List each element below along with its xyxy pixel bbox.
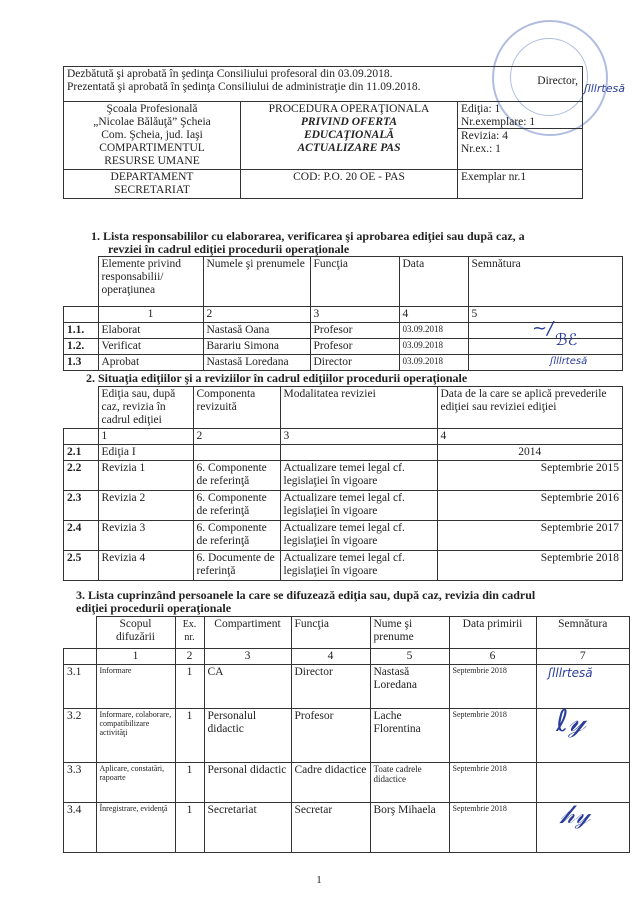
- s2-ed: Revizia 1: [98, 461, 193, 491]
- s1-name: Nastasă Loredana: [203, 355, 310, 371]
- table-row: [64, 445, 623, 461]
- s2-header: Data de la care se aplică prevederile ediţiei sau reviziei ediţiei: [437, 387, 623, 429]
- signature-verificat: ℬℰ: [555, 330, 578, 349]
- s3-id: 3.4: [64, 803, 97, 853]
- procedure-subtitle: EDUCAŢIONALĂ: [303, 129, 395, 141]
- s2-mod: Actualizare temei legal cf. legislaţiei în vigoare: [280, 491, 437, 521]
- s1-date: 03.09.2018: [399, 355, 468, 371]
- department-cell: [64, 170, 241, 199]
- procedure-cell: [241, 102, 458, 170]
- s3-header: Compartiment: [204, 617, 291, 649]
- s1-date: 03.09.2018: [399, 323, 468, 339]
- s3-header: Funcţia: [291, 617, 370, 649]
- s3-ex: 1: [175, 803, 204, 853]
- s1-colnum: 2: [203, 307, 310, 323]
- revizia: Revizia: 4: [461, 130, 508, 142]
- s3-id: 3.2: [64, 709, 97, 763]
- s3-func: Secretar: [291, 803, 370, 853]
- s2-comp: 6. Documente de referinţă: [193, 551, 280, 581]
- s3-ex: 1: [175, 709, 204, 763]
- table-row: [64, 551, 623, 581]
- s1-func: Profesor: [310, 339, 399, 355]
- s1-name: Nastasă Oana: [203, 323, 310, 339]
- s3-colnum: 4: [291, 649, 370, 665]
- section2-title: 2. Situaţia ediţiilor şi a reviziilor în cadrul ediţiilor procedurii operaţionale: [86, 371, 468, 385]
- page-number: 1: [316, 874, 322, 886]
- table-row: [64, 491, 623, 521]
- signature-elaborat: ~/: [532, 318, 554, 339]
- s3-header: Semnătura: [536, 617, 630, 649]
- s3-comp: Secretariat: [204, 803, 291, 853]
- s3-scop: Informare: [96, 665, 175, 709]
- s3-header: Ex. nr.: [175, 617, 204, 649]
- s2-colnum: 1: [98, 429, 193, 445]
- section1-title-line2: revziei în cadrul ediţiei procedurii operaţionale: [108, 242, 350, 256]
- s2-date: Septembrie 2018: [437, 551, 623, 581]
- department-line: DEPARTAMENT: [110, 171, 194, 183]
- s2-date: Septembrie 2017: [437, 521, 623, 551]
- table-row: [64, 461, 623, 491]
- s3-id: 3.1: [64, 665, 97, 709]
- s2-date: 2014: [437, 445, 623, 461]
- signature-row-3-2: ℓ𝓎: [556, 704, 586, 739]
- s1-op: Aprobat: [98, 355, 203, 371]
- s1-header: Elemente privind responsabilii/ operaţiunea: [98, 257, 203, 307]
- director-signature: ʃlllrtesă: [584, 82, 625, 95]
- s3-colnum: 1: [96, 649, 175, 665]
- s3-comp: Personal didactic: [204, 763, 291, 803]
- s2-colnum: 3: [280, 429, 437, 445]
- signature-row-3-4: 𝒽𝓎: [560, 800, 591, 830]
- s3-name: Lache Florentina: [370, 709, 449, 763]
- table-row: [64, 355, 623, 371]
- s1-colnum: 1: [98, 307, 203, 323]
- s2-date: Septembrie 2015: [437, 461, 623, 491]
- s2-ed: Revizia 4: [98, 551, 193, 581]
- s3-colnum: 2: [175, 649, 204, 665]
- s2-header: Ediţia sau, după caz, revizia în cadrul ediţiei: [98, 387, 193, 429]
- signature-aprobat: ʃlllrtesă: [550, 356, 588, 367]
- s2-comp: [193, 445, 280, 461]
- s1-id: 1.1.: [64, 323, 99, 339]
- s3-name: Toate cadrele didactice: [370, 763, 449, 803]
- s2-mod: [280, 445, 437, 461]
- section1-table: [63, 256, 623, 371]
- s2-mod: Actualizare temei legal cf. legislaţiei în vigoare: [280, 551, 437, 581]
- s2-comp: 6. Componente de referinţă: [193, 491, 280, 521]
- edition-cell: [458, 102, 583, 170]
- s2-id: 2.1: [64, 445, 99, 461]
- s2-header: Modalitatea reviziei: [280, 387, 437, 429]
- s2-ed: Ediţia I: [98, 445, 193, 461]
- table-row: [64, 521, 623, 551]
- section3-table: [63, 616, 630, 853]
- section3-title-line1: 3. Lista cuprinzând persoanele la care se difuzează ediţia sau, după caz, revizia din cadrul: [76, 588, 536, 602]
- s3-date: Septembrie 2018: [449, 665, 536, 709]
- s3-date: Septembrie 2018: [449, 709, 536, 763]
- table-row: [64, 803, 630, 853]
- school-line: RESURSE UMANE: [104, 155, 200, 167]
- editia: Ediţia: 1: [461, 103, 501, 115]
- s2-id: 2.4: [64, 521, 99, 551]
- s1-name: Barariu Simona: [203, 339, 310, 355]
- table-row: [64, 763, 630, 803]
- s1-header: Funcţia: [310, 257, 399, 307]
- s2-colnum: 2: [193, 429, 280, 445]
- s1-header: Data: [399, 257, 468, 307]
- s2-header: Componenta revizuită: [193, 387, 280, 429]
- table-row: [64, 709, 630, 763]
- director-label: Director,: [537, 75, 578, 87]
- school-line: COMPARTIMENTUL: [99, 142, 205, 154]
- procedure-subtitle: ACTUALIZARE PAS: [297, 142, 401, 154]
- s3-header: Nume şi prenume: [370, 617, 449, 649]
- s3-name: Nastasă Loredana: [370, 665, 449, 709]
- approval-line-2: Prezentată şi aprobată în şedinţa Consiliului de administraţie din 11.09.2018.: [67, 81, 421, 93]
- procedure-subtitle: PRIVIND OFERTA: [300, 116, 398, 128]
- s3-scop: Informare, colaborare, compatibilizare activităţi: [96, 709, 175, 763]
- s1-header: Semnătura: [468, 257, 623, 307]
- s3-comp: Personalul didactic: [204, 709, 291, 763]
- section1-title-line1: 1. Lista responsabililor cu elaborarea, verificarea şi aprobarea ediţiei sau după caz, a: [91, 229, 525, 243]
- s2-date: Septembrie 2016: [437, 491, 623, 521]
- s3-colnum: 6: [449, 649, 536, 665]
- s3-func: Profesor: [291, 709, 370, 763]
- s3-ex: 1: [175, 665, 204, 709]
- s3-comp: CA: [204, 665, 291, 709]
- s3-colnum: 7: [536, 649, 630, 665]
- s3-scop: Înregistrare, evidenţă: [96, 803, 175, 853]
- s1-op: Elaborat: [98, 323, 203, 339]
- s3-header: Scopul difuzării: [96, 617, 175, 649]
- section3-title-line2: ediţiei procedurii operaţionale: [76, 601, 232, 615]
- nr-exemplare: Nr.exemplare: 1: [461, 116, 536, 128]
- procedure-title: PROCEDURA OPERAŢIONALA: [268, 103, 430, 115]
- s1-func: Director: [310, 355, 399, 371]
- s1-func: Profesor: [310, 323, 399, 339]
- s3-colnum: 5: [370, 649, 449, 665]
- s3-date: Septembrie 2018: [449, 803, 536, 853]
- s2-comp: 6. Componente de referinţă: [193, 461, 280, 491]
- s2-id: 2.3: [64, 491, 99, 521]
- s2-colnum: 4: [437, 429, 623, 445]
- nr-ex: Nr.ex.: 1: [461, 143, 501, 155]
- department-line: SECRETARIAT: [114, 184, 190, 196]
- s2-ed: Revizia 3: [98, 521, 193, 551]
- table-row: [64, 339, 623, 355]
- s1-id: 1.3: [64, 355, 99, 371]
- signature-row-3-1: ʃlllrtesă: [548, 666, 593, 680]
- s3-func: Cadre didactice: [291, 763, 370, 803]
- s2-id: 2.5: [64, 551, 99, 581]
- s2-mod: Actualizare temei legal cf. legislaţiei în vigoare: [280, 521, 437, 551]
- s2-comp: 6. Componente de referinţă: [193, 521, 280, 551]
- s1-colnum: 4: [399, 307, 468, 323]
- s2-mod: Actualizare temei legal cf. legislaţiei în vigoare: [280, 461, 437, 491]
- s3-colnum: 3: [204, 649, 291, 665]
- s1-date: 03.09.2018: [399, 339, 468, 355]
- s2-ed: Revizia 2: [98, 491, 193, 521]
- school-line: Şcoala Profesională: [106, 103, 198, 115]
- s2-id: 2.2: [64, 461, 99, 491]
- school-line: „Nicolae Bălăuţă” Şcheia: [93, 116, 211, 128]
- s1-colnum: 5: [468, 307, 623, 323]
- approval-cell: [64, 67, 583, 102]
- s3-name: Borş Mihaela: [370, 803, 449, 853]
- header-table: [63, 66, 583, 199]
- section2-table: [63, 386, 623, 581]
- s1-colnum: 3: [310, 307, 399, 323]
- school-line: Com. Şcheia, jud. Iaşi: [101, 129, 203, 141]
- s3-func: Director: [291, 665, 370, 709]
- s1-op: Verificat: [98, 339, 203, 355]
- s3-scop: Aplicare, constatări, rapoarte: [96, 763, 175, 803]
- exemplar-cell: Exemplar nr.1: [458, 170, 583, 199]
- school-cell: [64, 102, 241, 170]
- s1-header: Numele şi prenumele: [203, 257, 310, 307]
- s3-id: 3.3: [64, 763, 97, 803]
- s1-id: 1.2.: [64, 339, 99, 355]
- table-row: [64, 665, 630, 709]
- cod-cell: COD: P.O. 20 OE - PAS: [241, 170, 458, 199]
- approval-line-1: Dezbătută şi aprobată în şedinţa Consiliului profesoral din 03.09.2018.: [67, 68, 393, 80]
- s3-ex: 1: [175, 763, 204, 803]
- s3-header: Data primirii: [449, 617, 536, 649]
- s3-date: Septembrie 2018: [449, 763, 536, 803]
